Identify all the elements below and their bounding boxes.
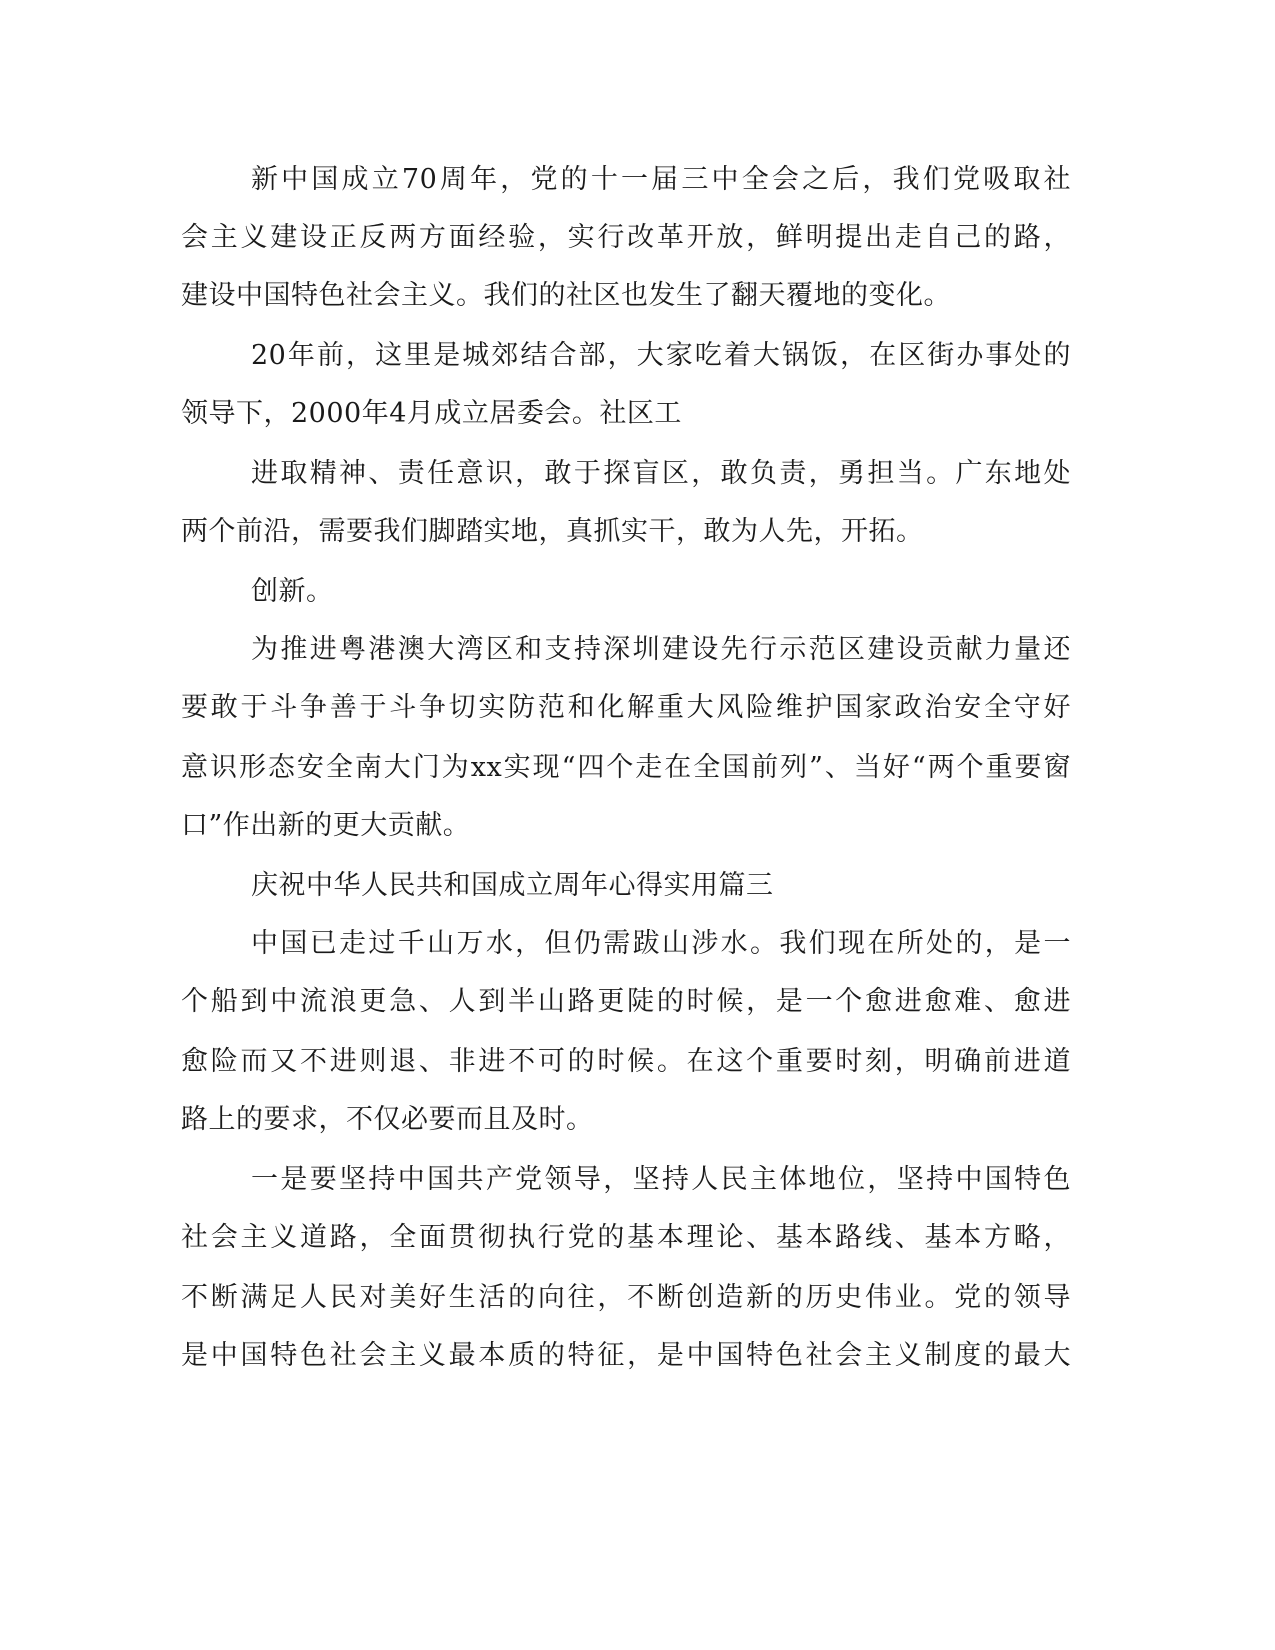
text-line: 不断满足人民对美好生活的向往，不断创造新的历史伟业。党的领导 xyxy=(181,1282,1071,1313)
text-line: 中国已走过千山万水，但仍需跋山涉水。我们现在所处的，是一 xyxy=(251,928,1071,959)
text-line: 两个前沿，需要我们脚踏实地，真抓实干，敢为人先，开拓。 xyxy=(181,516,924,547)
text-line: 为推进粤港澳大湾区和支持深圳建设先行示范区建设贡献力量还 xyxy=(251,634,1071,665)
text-line: 领导下，2000年4月成立居委会。社区工 xyxy=(181,398,682,429)
text-line: 一是要坚持中国共产党领导，坚持人民主体地位，坚持中国特色 xyxy=(251,1164,1071,1195)
section-heading: 庆祝中华人民共和国成立周年心得实用篇三 xyxy=(251,870,774,901)
text-line: 建设中国特色社会主义。我们的社区也发生了翻天覆地的变化。 xyxy=(181,280,951,311)
text-line: 要敢于斗争善于斗争切实防范和化解重大风险维护国家政治安全守好 xyxy=(181,692,1071,723)
text-line: 愈险而又不进则退、非进不可的时候。在这个重要时刻，明确前进道 xyxy=(181,1046,1071,1077)
text-line: 路上的要求，不仅必要而且及时。 xyxy=(181,1104,594,1135)
text-line: 20年前，这里是城郊结合部，大家吃着大锅饭，在区街办事处的 xyxy=(251,340,1071,371)
text-line: 创新。 xyxy=(251,576,334,607)
text-line: 进取精神、责任意识，敢于探盲区，敢负责，勇担当。广东地处 xyxy=(251,458,1071,489)
text-line: 个船到中流浪更急、人到半山路更陡的时候，是一个愈进愈难、愈进 xyxy=(181,986,1071,1017)
text-line: 新中国成立70周年，党的十一届三中全会之后，我们党吸取社 xyxy=(251,164,1071,195)
text-line: 社会主义道路，全面贯彻执行党的基本理论、基本路线、基本方略， xyxy=(181,1222,1071,1253)
text-line: 会主义建设正反两方面经验，实行改革开放，鲜明提出走自己的路， xyxy=(181,222,1071,253)
text-line: 口”作出新的更大贡献。 xyxy=(181,810,471,841)
text-line: 是中国特色社会主义最本质的特征，是中国特色社会主义制度的最大 xyxy=(181,1340,1071,1371)
text-line: 意识形态安全南大门为xx实现“四个走在全国前列”、当好“两个重要窗 xyxy=(181,752,1071,783)
